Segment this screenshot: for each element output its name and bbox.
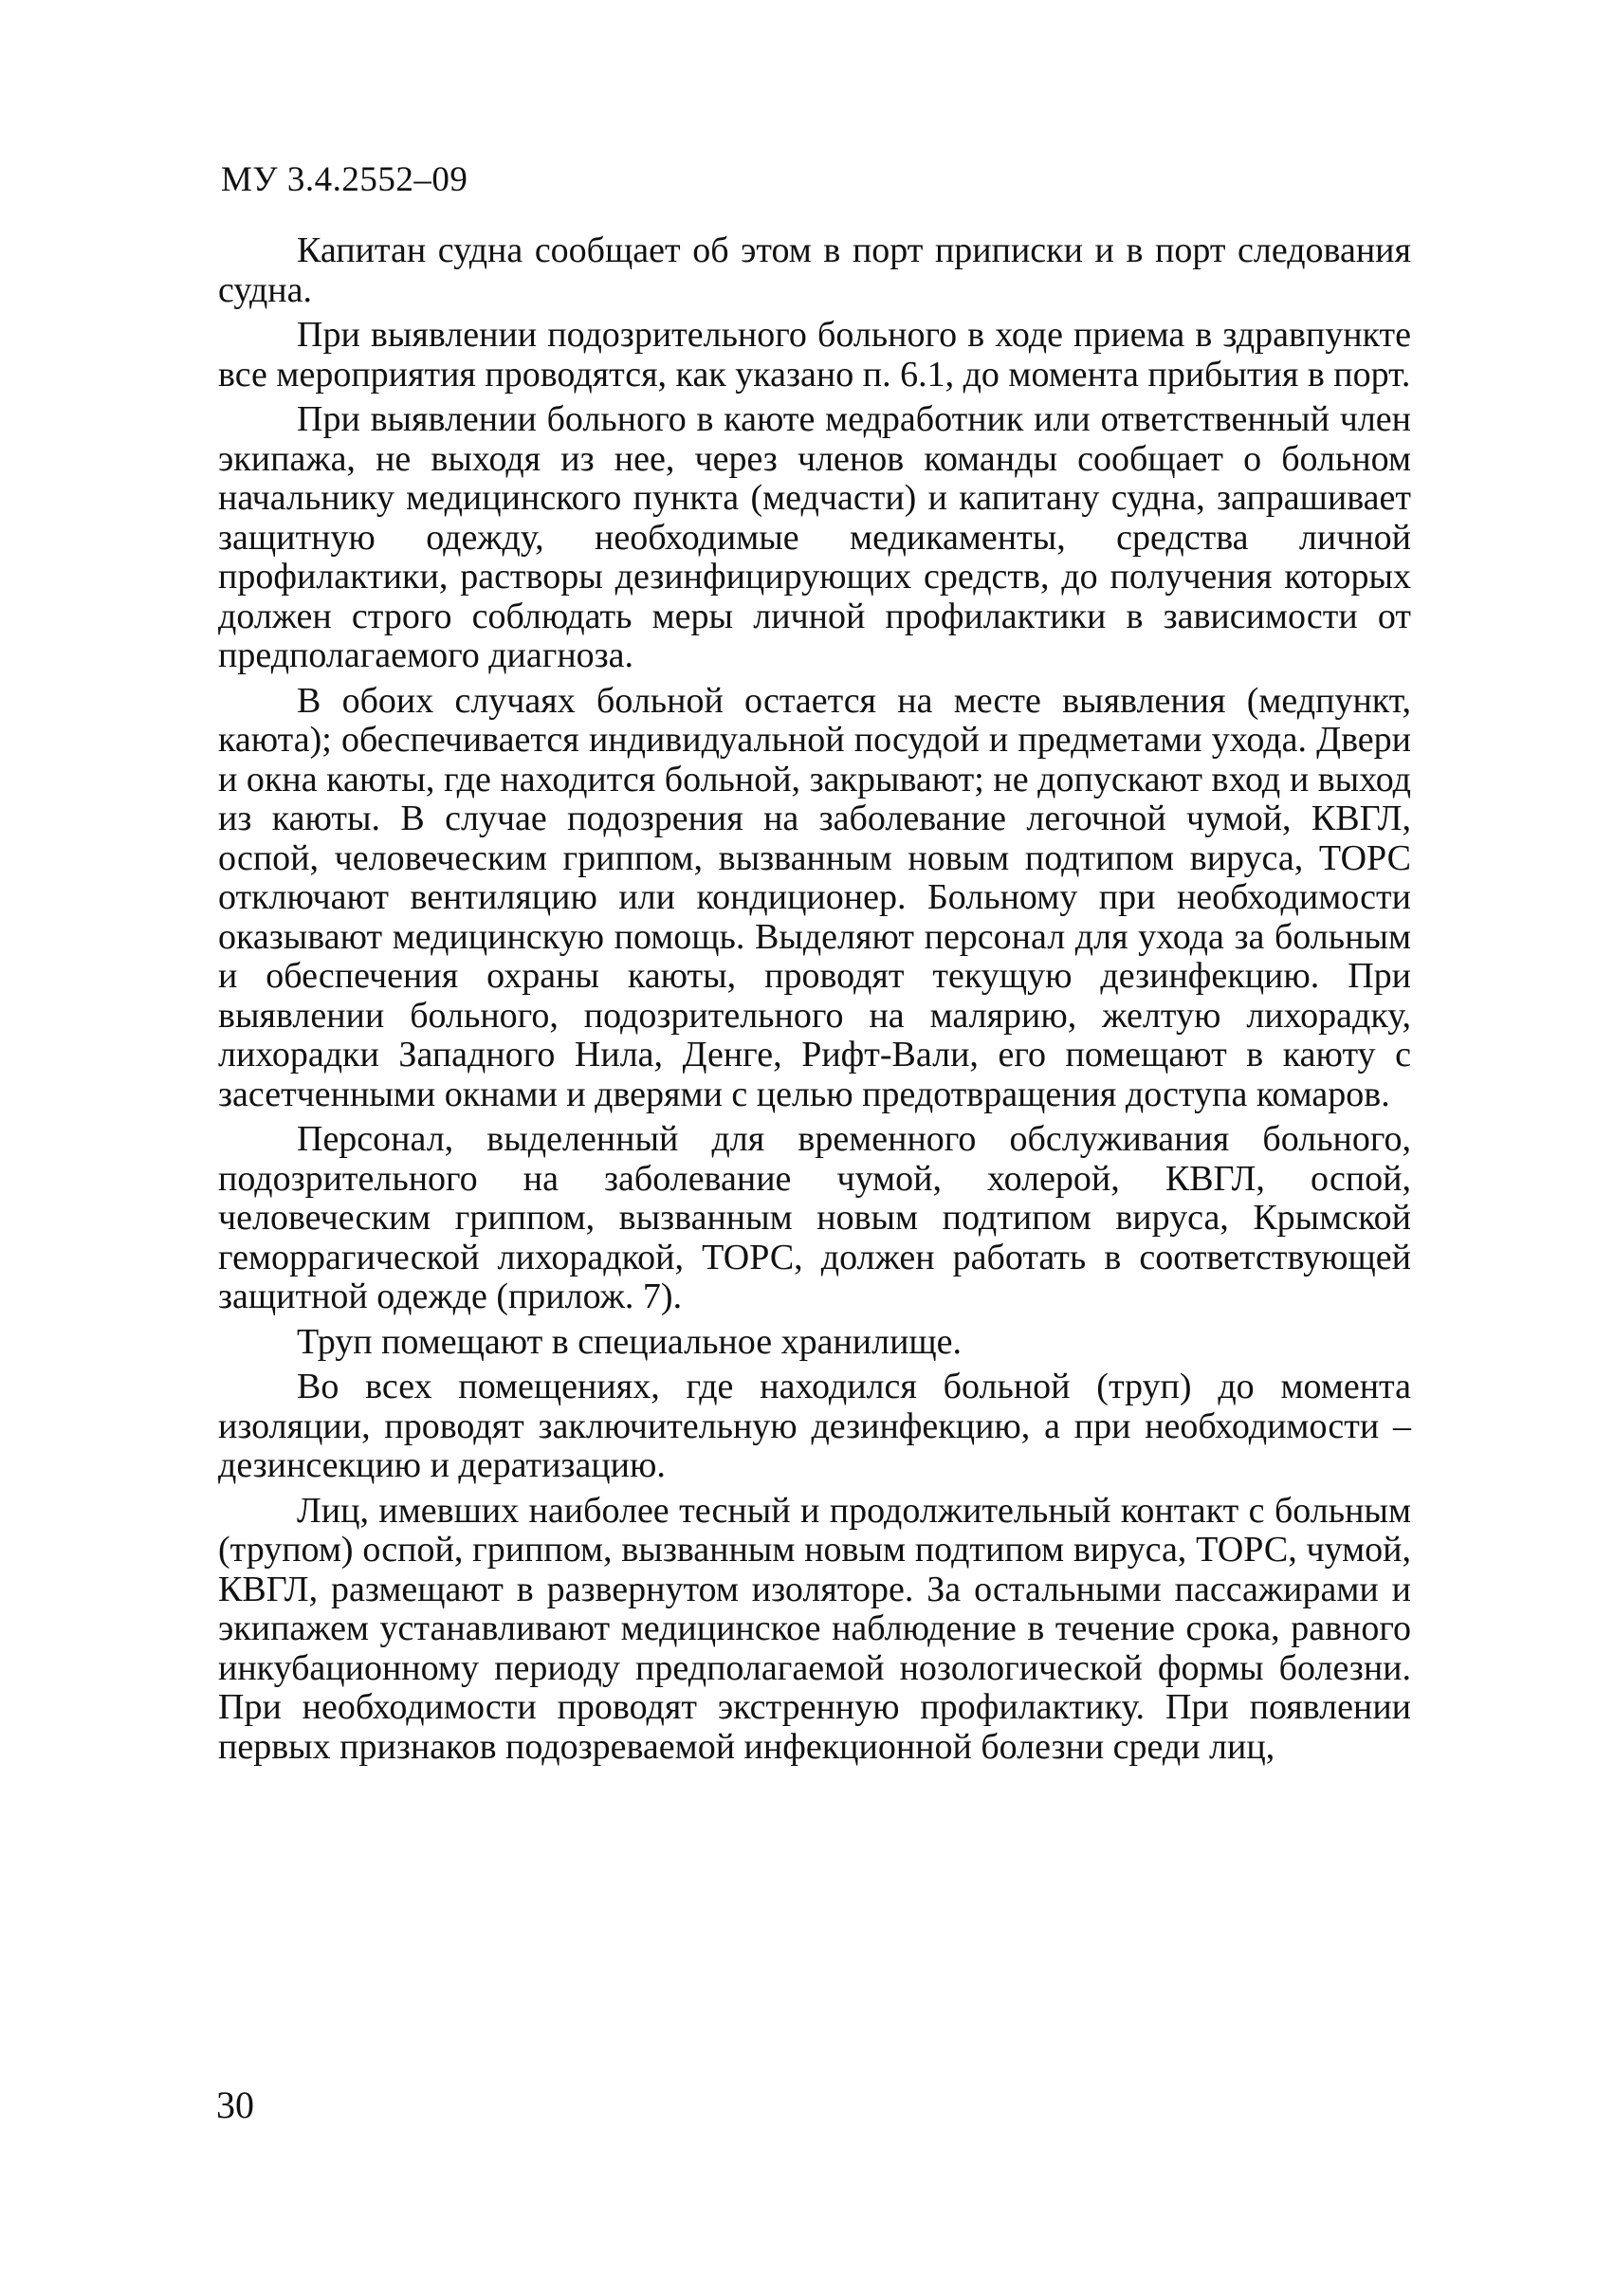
paragraph: Персонал, выделенный для временного обслуживания больного, подозрительного на заболевание чумой, холерой, КВГЛ, оспой, человеческим гриппом, вызванным новым подтипом вируса, Крымской геморрагической лихорадкой, ТОРС, должен работать в соответствующей защитной одежде (прилож. 7). bbox=[218, 1119, 1411, 1316]
paragraph: Труп помещают в специальное хранилище. bbox=[297, 1321, 963, 1362]
body-text bbox=[218, 231, 1411, 1773]
page-number: 30 bbox=[216, 2084, 254, 2126]
paragraph: При выявлении подозрительного больного в ходе приема в здравпункте все мероприятия проводятся, как указано п. 6.1, до момента прибытия в порт. bbox=[218, 315, 1411, 395]
paragraph: Лиц, имевших наиболее тесный и продолжительный контакт с больным (трупом) оспой, гриппом, вызванным новым подтипом вируса, ТОРС, чумой, КВГЛ, размещают в развернутом изоляторе. За остальными пассажирами и экипажем устанавливают медицинское наблюдение в течение срока, равного инкубационному периоду предполагаемой нозологической формы болезни. При необходимости проводят экстренную профилактику. При появлении первых признаков подозреваемой инфекционной болезни среди лиц, bbox=[218, 1490, 1411, 1767]
paragraph: При выявлении больного в каюте медработник или ответственный член экипажа, не выходя из нее, через членов команды сообщает о больном начальнику медицинского пункта (медчасти) и капитану судна, запрашивает защитную одежду, необходимые медикаменты, средства личной профилактики, растворы дезинфицирующих средств, до получения которых должен строго соблюдать меры личной профилактики в зависимости от предполагаемого диагноза. bbox=[218, 399, 1411, 675]
document-code-header: МУ 3.4.2552–09 bbox=[221, 160, 468, 199]
paragraph: Капитан судна сообщает об этом в порт приписки и в порт следования судна. bbox=[218, 230, 1411, 310]
paragraph: Во всех помещениях, где находился больной (труп) до момента изоляции, проводят заключительную дезинфекцию, а при необходимости – дезинсекцию и дератизацию. bbox=[218, 1367, 1411, 1485]
paragraph: В обоих случаях больной остается на месте выявления (медпункт, каюта); обеспечивается индивидуальной посудой и предметами ухода. Двери и окна каюты, где находится больной, закрывают; не допускают вход и выход из каюты. В случае подозрения на заболевание легочной чумой, КВГЛ, оспой, человеческим гриппом, вызванным новым подтипом вируса, ТОРС отключают вентиляцию или кондиционер. Больному при необходимости оказывают медицинскую помощь. Выделяют персонал для ухода за больным и обеспечения охраны каюты, проводят текущую дезинфекцию. При выявлении больного, подозрительного на малярию, желтую лихорадку, лихорадки Западного Нила, Денге, Рифт-Вали, его помещают в каюту с засетченными окнами и дверями с целью предотвращения доступа комаров. bbox=[218, 680, 1411, 1114]
